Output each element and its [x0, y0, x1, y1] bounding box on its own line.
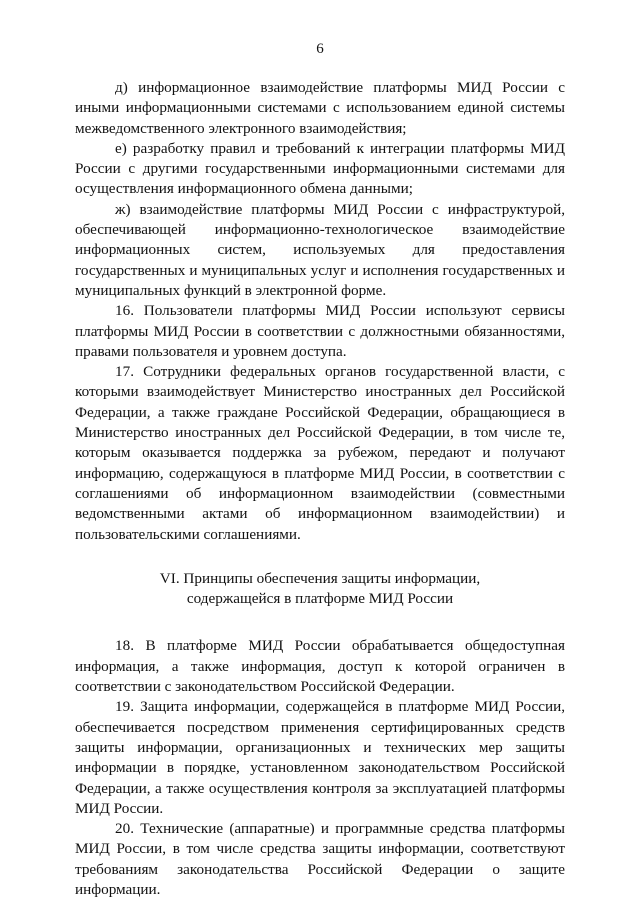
paragraph-19: 19. Защита информации, содержащейся в платформе МИД России, обеспечивается посредством применения сертифицированных средств защиты информации, организационных и технических мер защиты информации в порядке, установленном законодательством Российской Федерации, а также осуществления контроля за эксплуатацией платформы МИД России. — [75, 698, 565, 817]
paragraph-item-zh: ж) взаимодействие платформы МИД России с инфраструктурой, обеспечивающей информационно-технологическое взаимодействие информационных систем, используемых для предоставления государственных и муниципальных услуг и исполнения государственных и муниципальных функций в электронной форме. — [75, 200, 565, 299]
paragraph-item-d: д) информационное взаимодействие платформы МИД России с иными информационными системами с использованием единой системы межведомственного электронного взаимодействия; — [75, 79, 565, 137]
paragraph-18: 18. В платформе МИД России обрабатывается общедоступная информация, а также информация, доступ к которой ограничен в соответствии с законодательством Российской Федерации. — [75, 637, 565, 696]
section-title-line-1: VI. Принципы обеспечения защиты информации, — [159, 569, 481, 587]
paragraph-16: 16. Пользователи платформы МИД России используют сервисы платформы МИД России в соответствии с должностными обязанностями, правами пользователя и уровнем доступа. — [75, 302, 565, 360]
page-number: 6 — [316, 41, 324, 57]
paragraph-17: 17. Сотрудники федеральных органов государственной власти, с которыми взаимодействует Министерство иностранных дел Российской Федерации, а также граждане Российской Федерации, обращающиеся в Министерство иностранных дел Российской Федерации, в том числе те, которым оказывается поддержка за рубежом, передают и получают информацию, содержащуюся в платформе МИД России, в соответствии с соглашениями об информационном взаимодействии (совместными ведомственными актами об информационном взаимодействии) и пользовательскими соглашениями. — [75, 363, 565, 543]
paragraph-20: 20. Технические (аппаратные) и программные средства платформы МИД России, в том числе средства защиты информации, соответствуют требованиям законодательства Российской Федерации о защите информации. — [75, 820, 565, 898]
section-title-line-2: содержащейся в платформе МИД России — [186, 590, 454, 608]
section-title — [75, 569, 565, 610]
document-body — [75, 78, 565, 900]
paragraph-item-e: е) разработку правил и требований к интеграции платформы МИД России с другими государственными информационными системами для осуществления информационного обмена данными; — [75, 139, 565, 198]
